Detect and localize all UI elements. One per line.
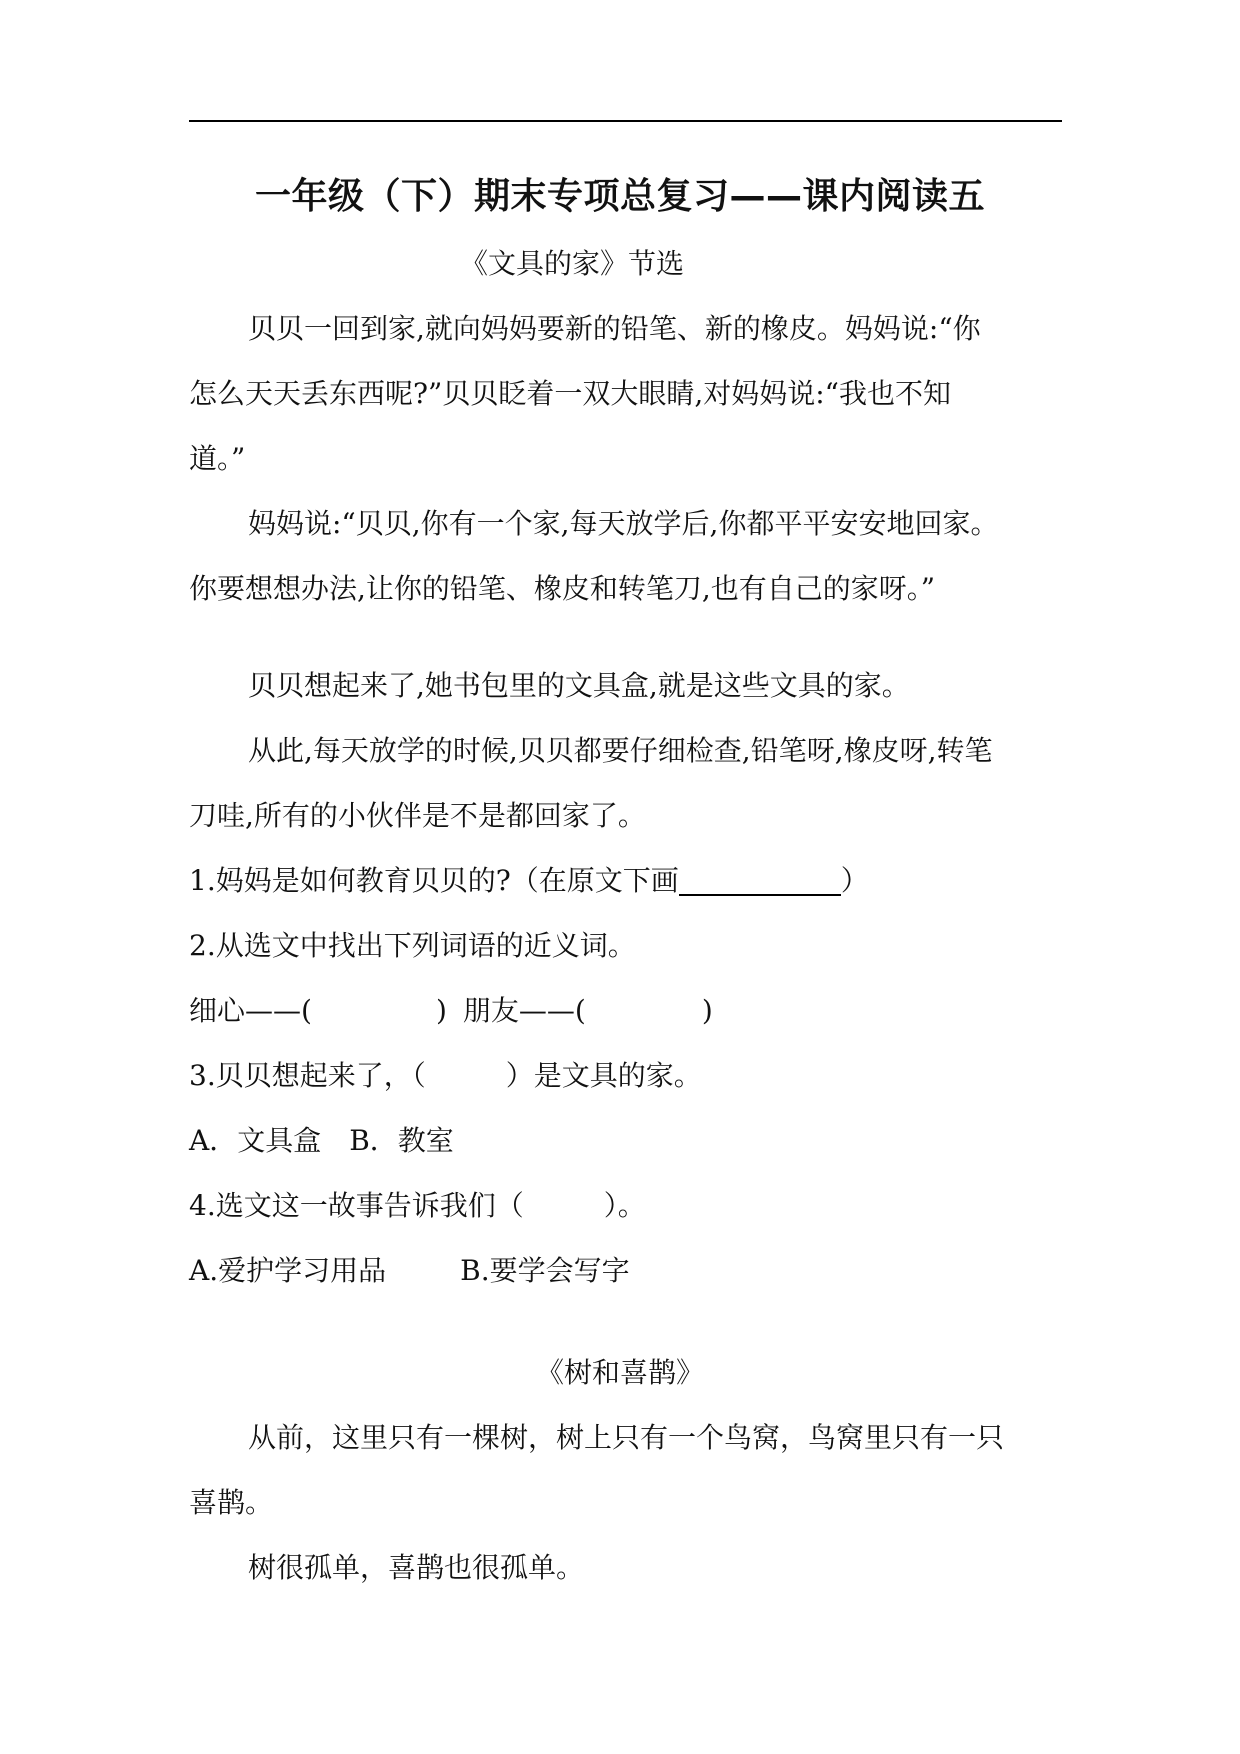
passage1-line-2: 怎么天天丢东西呢?”贝贝眨着一双大眼睛,对妈妈说:“我也不知 bbox=[189, 377, 951, 410]
passage1-line-1: 贝贝一回到家,就向妈妈要新的铅笔、新的橡皮。妈妈说:“你 bbox=[248, 312, 981, 345]
question-1-prefix: 1.妈妈是如何教育贝贝的?（在原文下画 bbox=[189, 864, 679, 897]
question-3-prefix: 3.贝贝想起来了，（ bbox=[189, 1059, 426, 1092]
q2-item2-prefix: 朋友——( bbox=[462, 994, 586, 1027]
q4-option-b: B.要学会写字 bbox=[460, 1254, 630, 1287]
passage1-line-3: 道。” bbox=[189, 442, 246, 475]
question-1 bbox=[189, 861, 869, 901]
header-rule bbox=[189, 120, 1062, 122]
question-3 bbox=[189, 1056, 702, 1096]
question-2: 2.从选文中找出下列词语的近义词。 bbox=[189, 929, 636, 962]
q2-item1-prefix: 细心——( bbox=[189, 994, 312, 1027]
question-4 bbox=[189, 1186, 646, 1226]
question-4-suffix: ）。 bbox=[603, 1189, 646, 1222]
q2-item2-suffix: ) bbox=[701, 994, 713, 1027]
passage1-line-7: 从此,每天放学的时候,贝贝都要仔细检查,铅笔呀,橡皮呀,转笔 bbox=[248, 734, 993, 767]
question-1-suffix: ） bbox=[840, 864, 869, 897]
passage2-heading: 《树和喜鹊》 bbox=[535, 1356, 704, 1389]
passage2-line-1: 从前，这里只有一棵树，树上只有一个鸟窝，鸟窝里只有一只 bbox=[248, 1421, 1005, 1454]
q2-item1-suffix: ) bbox=[435, 994, 447, 1027]
passage1-line-4: 妈妈说:“贝贝,你有一个家,每天放学后,你都平平安安地回家。 bbox=[248, 507, 999, 540]
passage2-line-2: 喜鹊。 bbox=[189, 1486, 274, 1519]
question-4-options bbox=[189, 1251, 630, 1291]
question-2-items bbox=[189, 991, 713, 1031]
question-4-prefix: 4.选文这一故事告诉我们（ bbox=[189, 1189, 524, 1222]
passage1-line-8: 刀哇,所有的小伙伴是不是都回家了。 bbox=[189, 799, 646, 832]
passage1-line-5: 你要想想办法,让你的铅笔、橡皮和转笔刀,也有自己的家呀。” bbox=[189, 572, 936, 605]
question-3-suffix: ）是文具的家。 bbox=[505, 1059, 702, 1092]
answer-underline-blank bbox=[679, 866, 841, 896]
passage1-heading: 《文具的家》节选 bbox=[459, 247, 684, 280]
question-3-options: A．文具盒 B．教室 bbox=[189, 1124, 454, 1157]
page-title: 一年级（下）期末专项总复习——课内阅读五 bbox=[254, 176, 985, 217]
q4-option-a: A.爱护学习用品 bbox=[189, 1254, 387, 1287]
passage1-line-6: 贝贝想起来了,她书包里的文具盒,就是这些文具的家。 bbox=[248, 669, 910, 702]
passage2-line-3: 树很孤单，喜鹊也很孤单。 bbox=[248, 1551, 585, 1584]
